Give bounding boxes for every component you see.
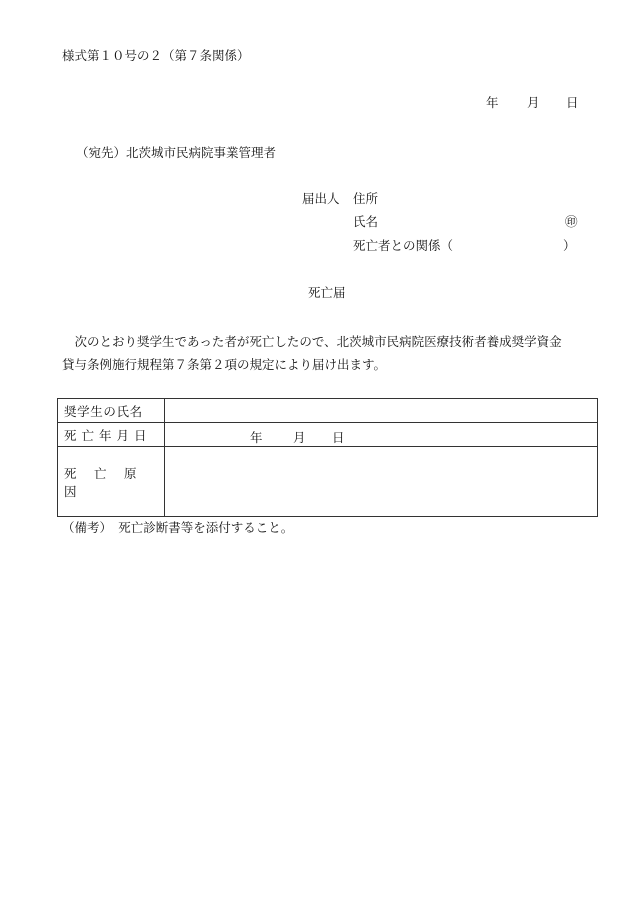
- cause-field[interactable]: [165, 447, 598, 517]
- relation-paren-close: ）: [563, 238, 576, 253]
- table-row-death-date: [58, 423, 598, 447]
- document-title: 死亡届: [308, 285, 346, 300]
- addressee: （宛先）北茨城市民病院事業管理者: [76, 145, 277, 160]
- body-text: [62, 330, 602, 376]
- date-month-label: 月: [527, 95, 540, 110]
- death-date-month: 月: [293, 430, 306, 445]
- note: （備考） 死亡診断書等を添付すること。: [62, 520, 294, 535]
- death-date-year: 年: [250, 430, 263, 445]
- body-line-1: 次のとおり奨学生であった者が死亡したので、北茨城市民病院医療技術者養成奨学資金: [74, 334, 562, 349]
- seal-mark: ㊞: [565, 214, 578, 229]
- table-row-scholar-name: [58, 399, 598, 423]
- form-number: 様式第１０号の２（第７条関係）: [62, 48, 250, 63]
- name-label: 氏名: [353, 214, 379, 229]
- table-row-cause: [58, 447, 598, 517]
- info-table: [57, 398, 598, 517]
- address-label: 住所: [353, 191, 379, 206]
- relation-label: 死亡者との関係（: [353, 238, 454, 253]
- scholar-name-label: 奨学生の氏名: [58, 399, 165, 423]
- death-date-day: 日: [332, 430, 345, 445]
- cause-label: 死亡原因: [58, 447, 165, 517]
- death-date-label: 死亡年月日: [58, 423, 165, 447]
- body-line-2: 貸与条例施行規程第７条第２項の規定により届け出ます。: [62, 357, 387, 372]
- scholar-name-field[interactable]: [165, 399, 598, 423]
- date-year-label: 年: [486, 95, 499, 110]
- notifier-label: 届出人: [302, 191, 340, 206]
- date-day-label: 日: [566, 95, 579, 110]
- death-date-field[interactable]: [165, 423, 598, 447]
